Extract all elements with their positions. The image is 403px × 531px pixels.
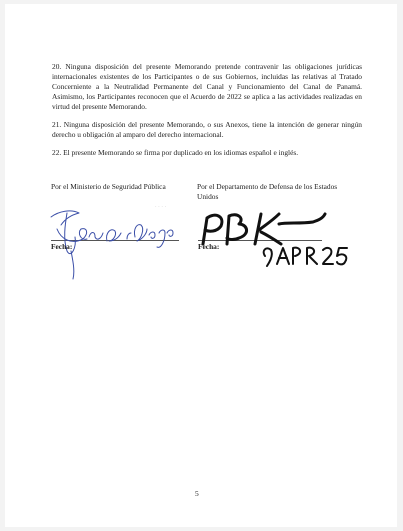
signatory-label-departamento-defensa: Por el Departamento de Defensa de los Estados Unidos: [197, 182, 338, 201]
date-label-left: Fecha:: [51, 242, 73, 251]
faint-background-mark: · · · ·: [155, 204, 167, 210]
date-label-right: Fecha:: [198, 242, 220, 251]
paragraph-21: 21. Ninguna disposición del presente Memorando, o sus Anexos, tiene la intención de generar ningún derecho u obligación al amparo del derecho internacional.: [52, 120, 362, 139]
document-page: [5, 4, 397, 527]
page-number: 5: [195, 489, 199, 498]
signature-right-image: [195, 194, 355, 274]
signatory-label-ministerio: Por el Ministerio de Seguridad Pública: [51, 182, 166, 191]
paragraph-20: 20. Ninguna disposición del presente Memorando pretende contravenir las obligaciones jurídicas internacionales existentes de los Participantes o de sus Gobiernos, incluidas las relativas al Tratado Concerniente a la Neutralidad Permanente del Canal y Funcionamiento del Canal de Panamá. Asimismo, los Participantes reconocen que el Acuerdo de 2022 se aplica a las actividades realizadas en virtud del presente Memorando.: [52, 62, 362, 111]
paragraph-22: 22. El presente Memorando se firma por duplicado en los idiomas español e inglés.: [52, 148, 299, 157]
